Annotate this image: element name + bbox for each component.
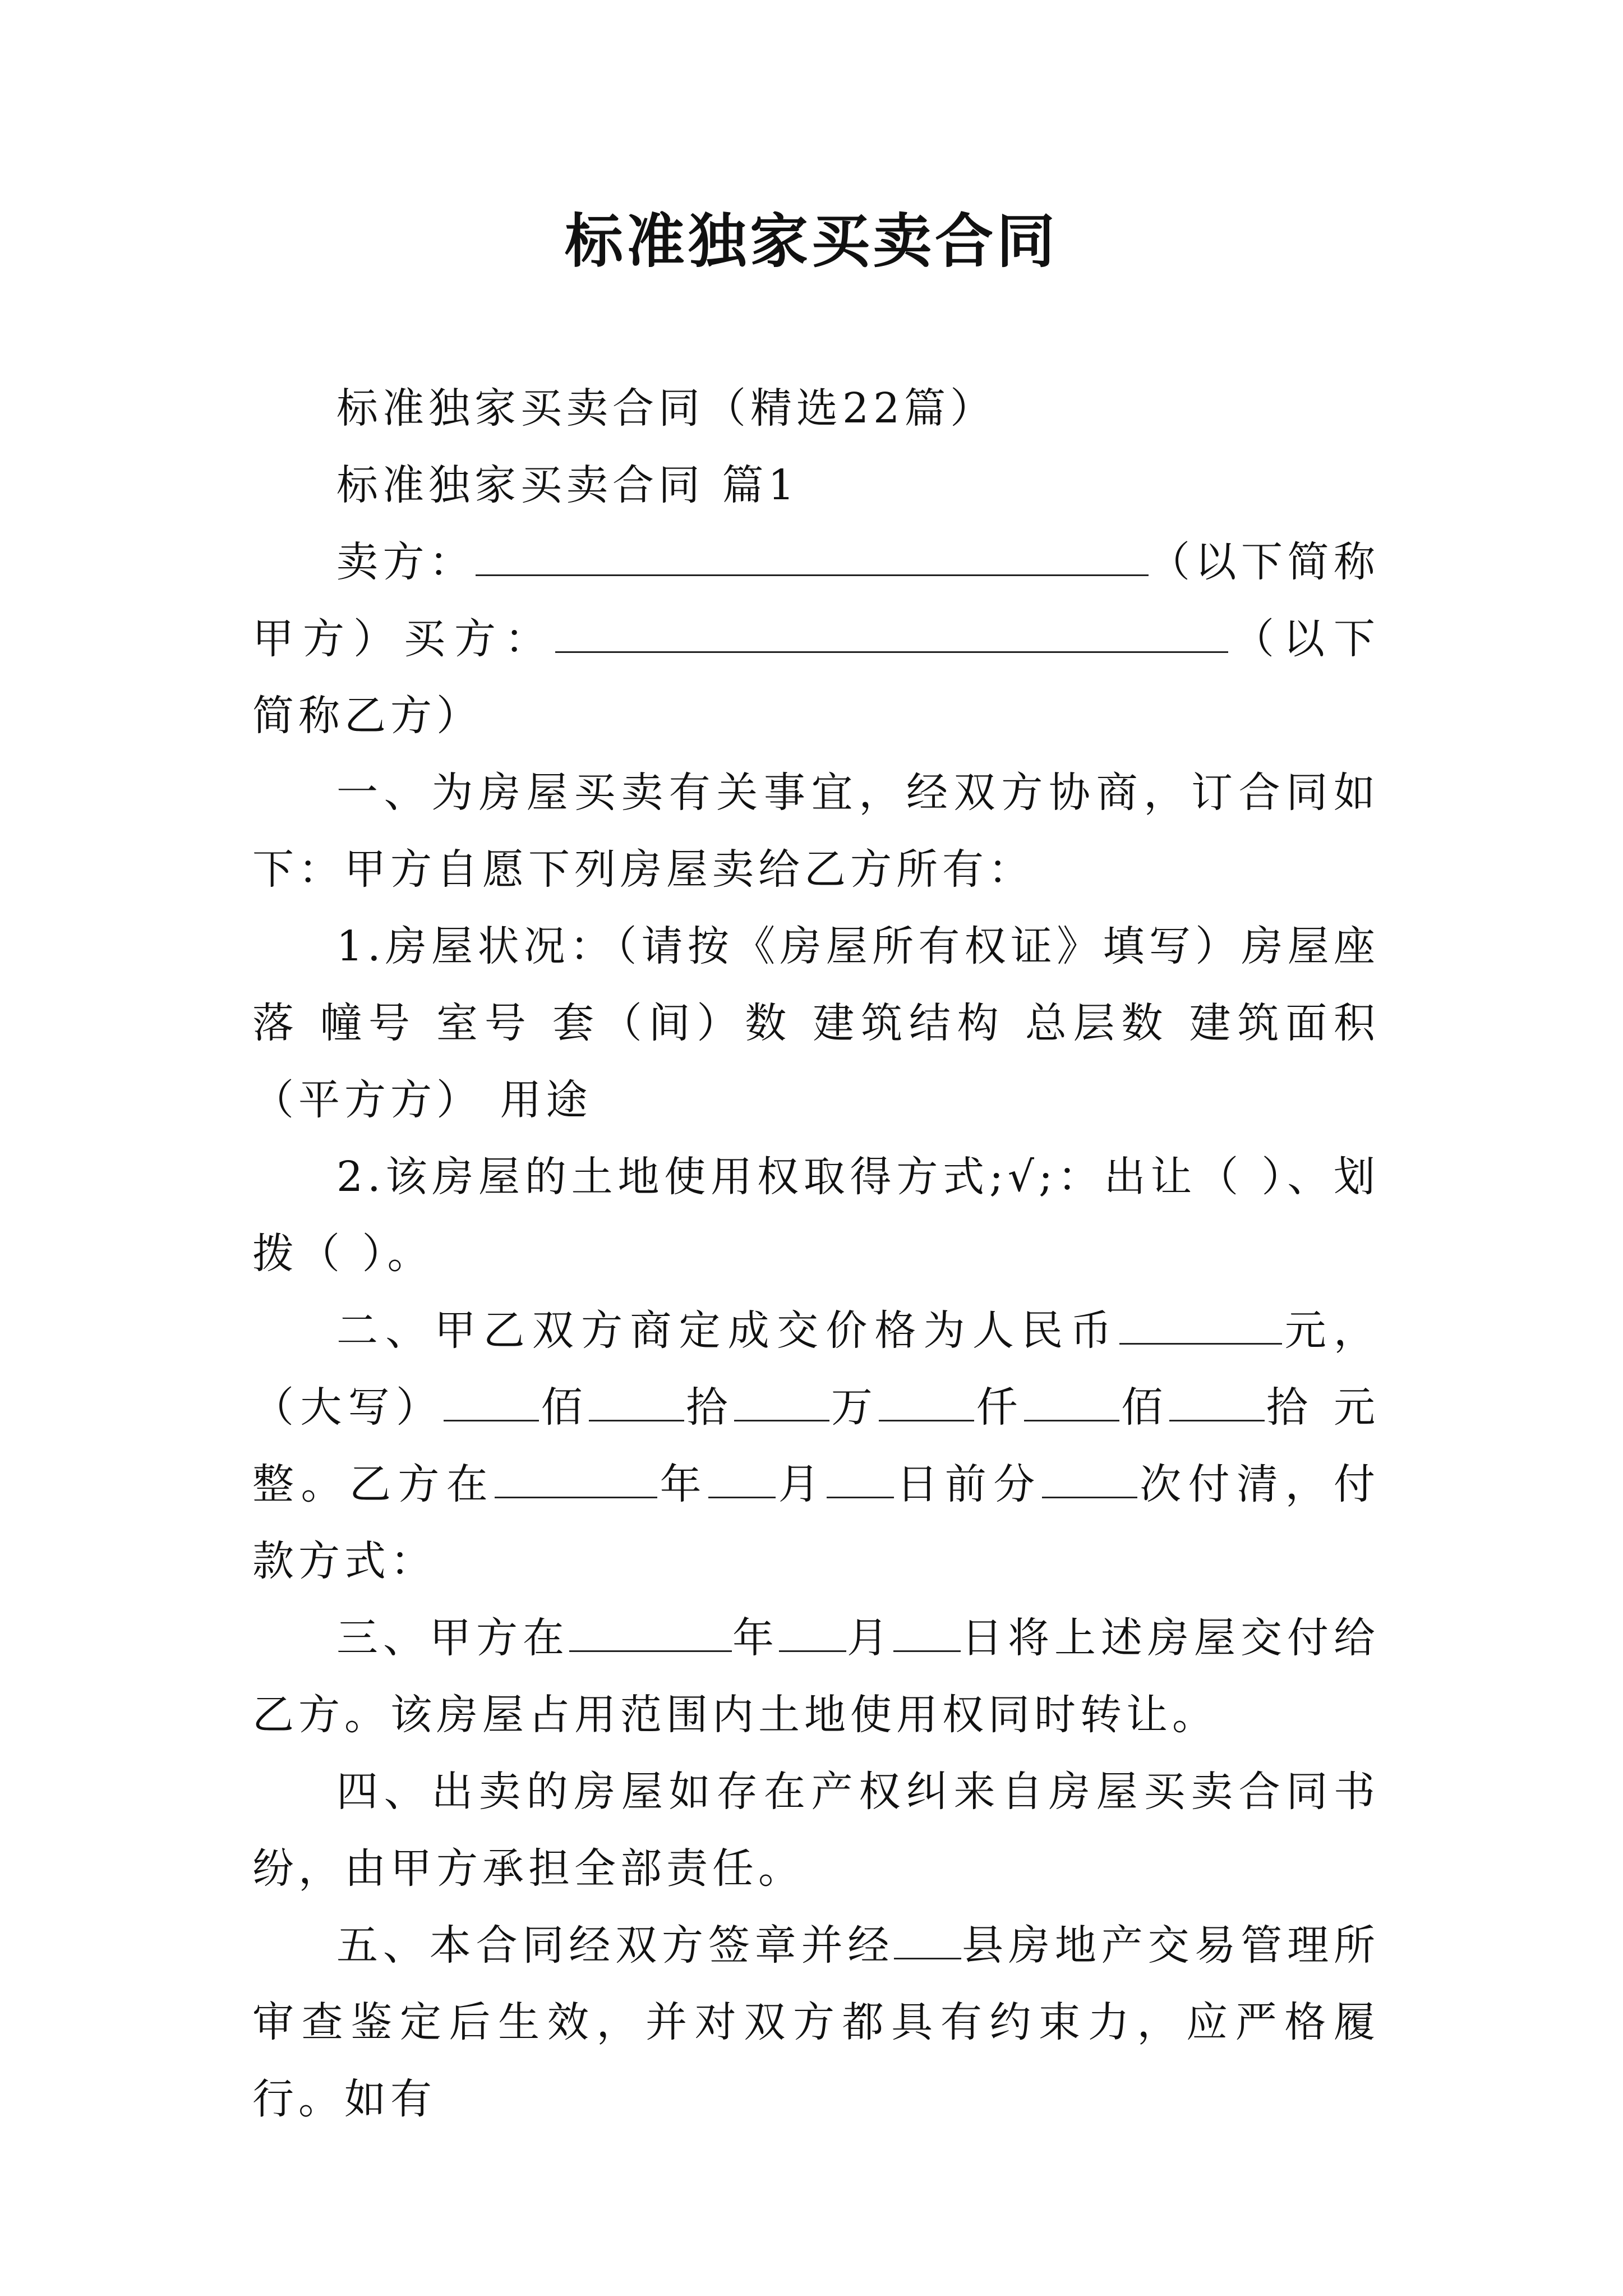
clause-2-text: 元，（大写） [252, 1306, 1380, 1432]
day-blank [893, 1616, 961, 1652]
clause-2-text: 拾 [684, 1383, 734, 1432]
clause-4: 四、出卖的房屋如存在产权纠来自房屋买卖合同书纷，由甲方承担全部责任。 [252, 1768, 1380, 1893]
amount-blank [734, 1385, 829, 1421]
clause-1: 一、为房屋买卖有关事宜，经双方协商，订合同如下：甲方自愿下列房屋卖给乙方所有： [252, 769, 1380, 894]
clause-2-text: 佰 [1119, 1383, 1169, 1432]
clause-3-text: 月 [846, 1614, 893, 1662]
clause-2-text: 年 [657, 1460, 709, 1508]
clause-2-text: 拾 元整。乙方在 [252, 1383, 1380, 1508]
clause-2-text: 万 [829, 1383, 879, 1432]
county-blank [894, 1923, 961, 1959]
seller-blank [476, 540, 1149, 576]
clause-2 [252, 1292, 1380, 1600]
item-2: 2.该房屋的土地使用权取得方式;√;：出让（ ）、划拨（ ）。 [252, 1153, 1380, 1278]
amount-blank [879, 1385, 974, 1421]
clause-2-text: 次付清，付款方式： [252, 1460, 1380, 1585]
document-body [252, 370, 1380, 2138]
month-blank [779, 1616, 846, 1652]
clause-5-text: 五、本合同经双方签章并经 [336, 1921, 895, 1970]
month-blank [708, 1462, 776, 1498]
clause-3-text: 年 [732, 1614, 779, 1662]
amount-blank [444, 1385, 539, 1421]
parties-paragraph [252, 524, 1380, 754]
amount-blank [1169, 1385, 1265, 1421]
document-title: 标准独家买卖合同 [564, 206, 1058, 275]
clause-3-text: 三、甲方在 [336, 1614, 569, 1662]
seller-suffix: （以下简称甲方） [252, 538, 1380, 663]
buyer-label: 买方： [404, 615, 555, 663]
installments-blank [1042, 1462, 1137, 1498]
year-blank [495, 1462, 657, 1498]
seller-label: 卖方： [336, 538, 476, 586]
clause-2-text: 二、甲乙双方商定成交价格为人民币 [336, 1306, 1119, 1355]
clause-5 [252, 1907, 1380, 2138]
buyer-blank [555, 616, 1228, 653]
item-1: 1.房屋状况：（请按《房屋所有权证》填写）房屋座落 幢号 室号 套（间）数 建筑结构 总层数 建筑面积（平方方） 用途 [252, 922, 1380, 1124]
year-blank [569, 1616, 732, 1652]
buyer-suffix: （以下简称乙方） [252, 615, 1380, 740]
subtitle: 标准独家买卖合同（精选22篇） [336, 384, 997, 432]
clause-2-text: 日前分 [894, 1460, 1042, 1508]
clause-3-text: 日将上述房屋交付给乙方。该房屋占用范围内土地使用权同时转让。 [252, 1614, 1380, 1739]
price-blank [1119, 1308, 1282, 1345]
clause-3 [252, 1600, 1380, 1754]
clause-5-text: 县房地产交易管理所审查鉴定后生效，并对双方都具有约束力，应严格履行。如有 [252, 1921, 1380, 2123]
day-blank [827, 1462, 894, 1498]
clause-2-text: 月 [776, 1460, 827, 1508]
section-heading: 标准独家买卖合同 篇1 [336, 461, 799, 509]
amount-blank [589, 1385, 684, 1421]
clause-2-text: 仟 [974, 1383, 1024, 1432]
clause-2-text: 佰 [539, 1383, 589, 1432]
amount-blank [1024, 1385, 1119, 1421]
